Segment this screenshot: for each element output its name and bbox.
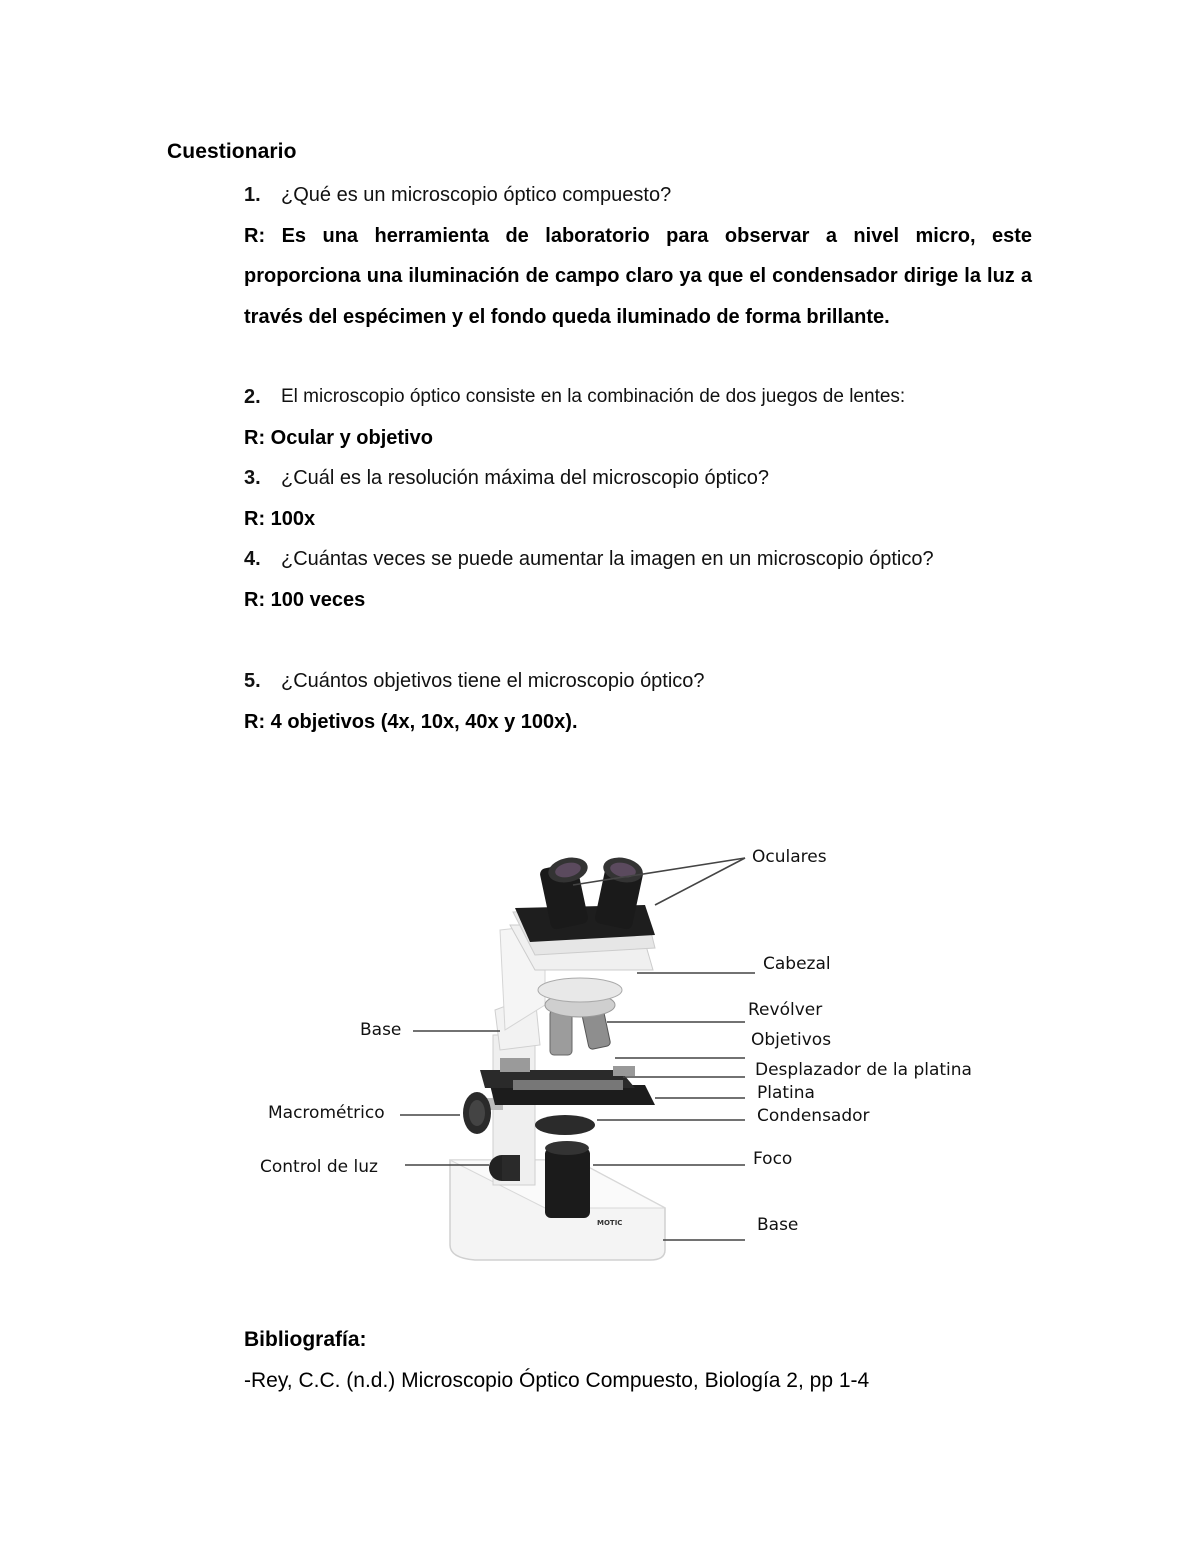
label-objetivos: Objetivos — [751, 1030, 832, 1050]
label-oculares: Oculares — [752, 847, 827, 867]
question-block-4 — [244, 539, 1032, 620]
label-cabezal: Cabezal — [763, 954, 831, 974]
label-base-right: Base — [757, 1215, 799, 1235]
label-base-left: Base — [360, 1020, 402, 1040]
bibliography-title: Bibliografía: — [244, 1328, 367, 1351]
question-1 — [244, 175, 1032, 216]
question-4 — [244, 539, 1032, 580]
label-macrometrico: Macrométrico — [268, 1103, 385, 1123]
question-3 — [244, 458, 1032, 499]
question-text: ¿Cuál es la resolución máxima del microscopio óptico? — [281, 467, 769, 489]
question-number: 2. — [244, 386, 261, 408]
question-block-2 — [244, 377, 1032, 458]
question-number: 3. — [244, 467, 261, 489]
question-block-5 — [244, 661, 1032, 742]
label-platina: Platina — [757, 1083, 815, 1103]
question-block-3 — [244, 458, 1032, 539]
question-text: ¿Cuántos objetivos tiene el microscopio óptico? — [281, 670, 705, 692]
question-text: ¿Qué es un microscopio óptico compuesto? — [281, 184, 672, 206]
label-desplazador-platina: Desplazador de la platina — [755, 1060, 972, 1080]
question-2 — [244, 377, 1032, 418]
label-control-de-luz: Control de luz — [260, 1157, 378, 1177]
answer-1: R: Es una herramienta de laboratorio para observar a nivel micro, este proporciona una iluminación de campo claro ya que el condensador dirige la luz a través del espécimen y el fondo queda iluminado de forma brillante. — [244, 224, 1032, 328]
label-revolver: Revólver — [748, 1000, 823, 1020]
answer-5: R: 4 objetivos (4x, 10x, 40x y 100x). — [244, 710, 578, 733]
label-condensador: Condensador — [757, 1106, 870, 1126]
question-number: 1. — [244, 184, 261, 206]
microscope-illustration — [245, 830, 995, 1280]
question-block-1 — [244, 175, 1032, 337]
question-text: ¿Cuántas veces se puede aumentar la imagen en un microscopio óptico? — [281, 548, 934, 570]
answer-4: R: 100 veces — [244, 588, 366, 611]
label-foco: Foco — [753, 1149, 793, 1169]
microscope-diagram — [245, 830, 995, 1280]
question-text: El microscopio óptico consiste en la combinación de dos juegos de lentes: — [281, 386, 906, 407]
bibliography-entry: -Rey, C.C. (n.d.) Microscopio Óptico Compuesto, Biología 2, pp 1-4 — [244, 1369, 870, 1392]
page-heading: Cuestionario — [167, 140, 297, 163]
question-5 — [244, 661, 1032, 702]
answer-2: R: Ocular y objetivo — [244, 426, 433, 449]
answer-3: R: 100x — [244, 507, 316, 530]
question-number: 4. — [244, 548, 261, 570]
svg-text:MOTIC: MOTIC — [597, 1219, 623, 1227]
question-number: 5. — [244, 670, 261, 692]
